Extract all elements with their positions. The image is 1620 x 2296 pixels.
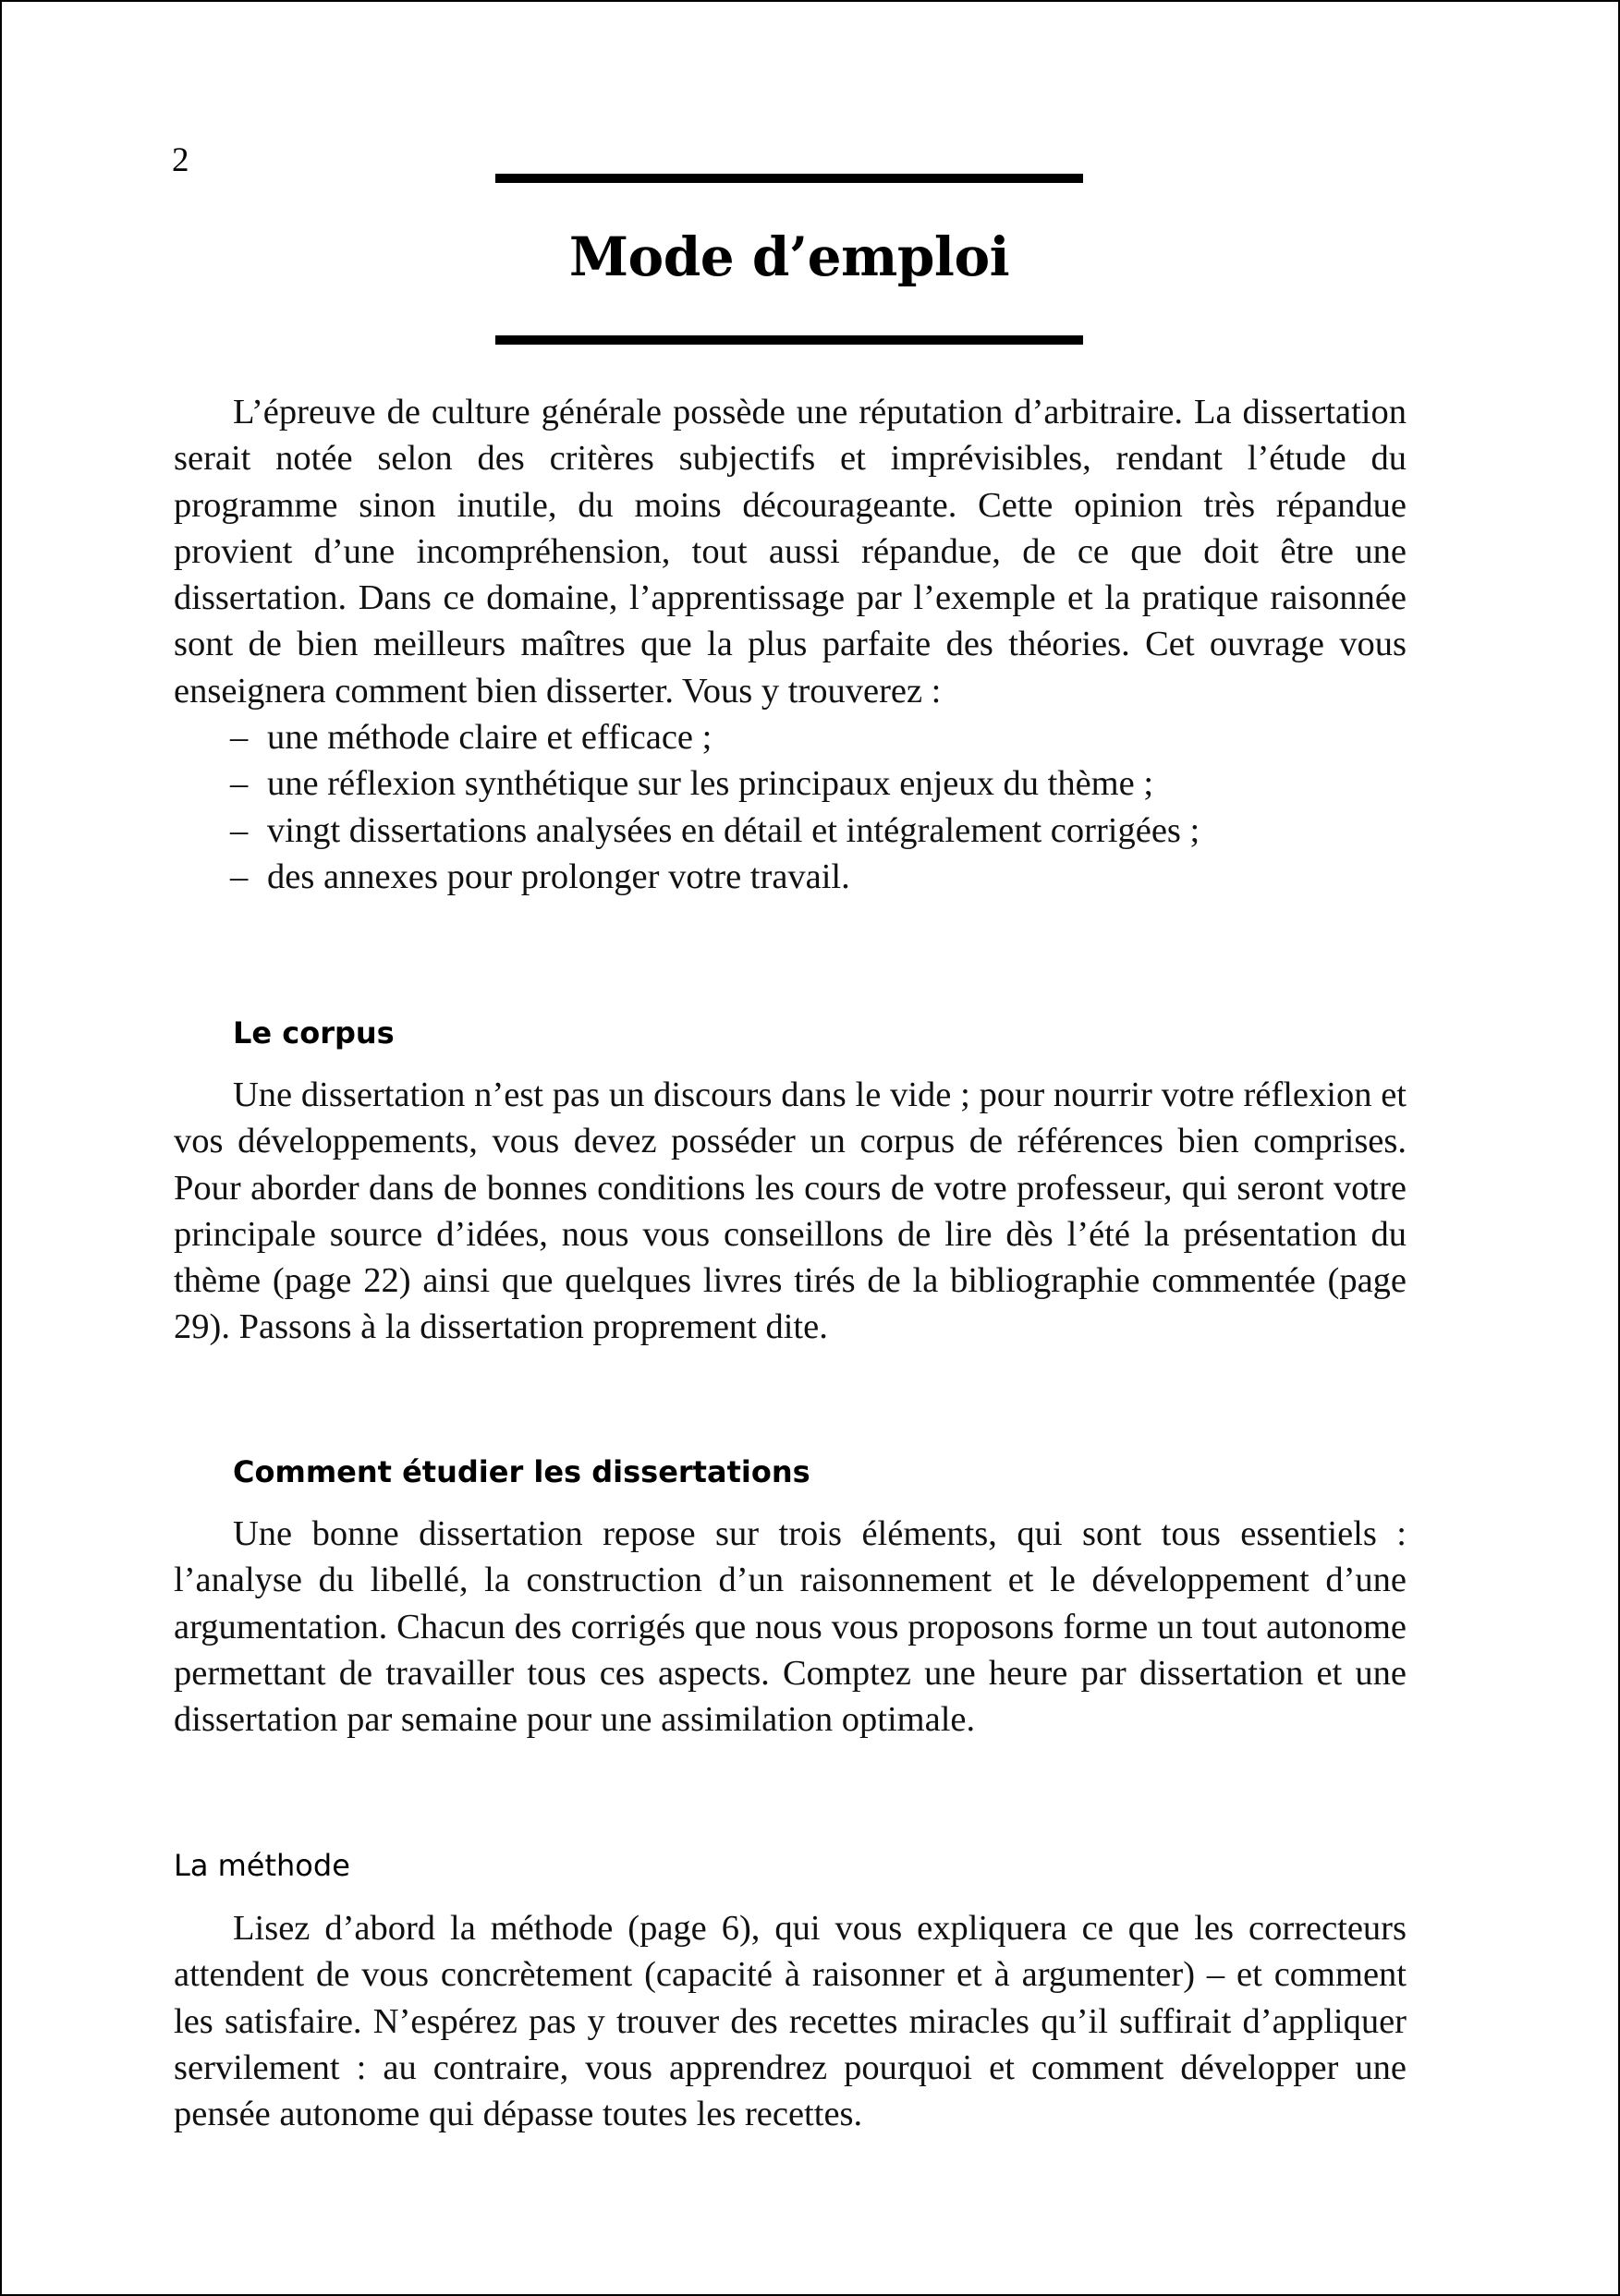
dash-bullet-icon: – (230, 856, 249, 896)
dash-bullet-icon: – (230, 764, 249, 804)
section-heading-study: Comment étudier les dissertations (233, 1454, 810, 1489)
section-corpus (174, 1072, 1407, 1351)
method-paragraph: Lisez d’abord la méthode (page 6), qui vous expliquera ce que les correcteurs attendent de vous concrètement (capacité à raisonner et à argumenter) – et comment les satisfaire. N’espérez pas y trouver des recettes miracles qu’il suffirait d’appliquer servilement : au contraire, vous apprendrez pourquoi et comment développer une pensée autonome qui dépasse toutes les recettes. (174, 1909, 1407, 2134)
section-heading-corpus: Le corpus (233, 1015, 395, 1051)
intro-paragraph: L’épreuve de culture générale possède une réputation d’arbitraire. La dissertation serait notée selon des critères subjectifs et imprévisibles, rendant l’étude du programme sinon inutile, du moins décourageante. Cette opinion très répandue provient d’une incompréhension, tout aussi répandue, de ce que doit être une dissertation. Dans ce domaine, l’apprentissage par l’exemple et la pratique raisonnée sont de bien meilleurs maîtres que la plus parfaite des théories. Cet ouvrage vous enseignera comment bien disserter. Vous y trouverez : (174, 393, 1407, 711)
study-paragraph: Une bonne dissertation repose sur trois éléments, qui sont tous essentiels : l’analyse du libellé, la construction d’un raisonnement et le développement d’une argumentation. Chacun des corrigés que nous vous proposons forme un tout autonome permettant de travailler tous ces aspects. Comptez une heure par dissertation et une dissertation par semaine pour une assimilation optimale. (174, 1514, 1407, 1740)
page-title: Mode d’emploi (568, 225, 1010, 288)
list-item: – des annexes pour prolonger votre travail. (174, 854, 1407, 900)
title-rule-top (495, 174, 1083, 183)
dash-bullet-icon: – (230, 810, 249, 850)
list-item: – une réflexion synthétique sur les principaux enjeux du thème ; (174, 760, 1407, 807)
intro-section (174, 389, 1407, 900)
page-number: 2 (172, 141, 189, 179)
corpus-paragraph: Une dissertation n’est pas un discours dans le vide ; pour nourrir votre réflexion et vos développements, vous devez posséder un corpus de références bien comprises. Pour aborder dans de bonnes conditions les cours de votre professeur, qui seront votre principale source d’idées, nous vous conseillons de lire dès l’été la présentation du thème (page 22) ainsi que quelques livres tirés de la bibliographie commentée (page 29). Passons à la dissertation proprement dite. (174, 1075, 1407, 1347)
section-method (174, 1905, 1407, 2137)
dash-bullet-icon: – (230, 718, 249, 758)
feature-list (174, 714, 1407, 900)
list-item: – vingt dissertations analysées en détail et intégralement corrigées ; (174, 808, 1407, 854)
title-rule-bottom (495, 335, 1083, 345)
section-study (174, 1511, 1407, 1743)
subsection-heading-method: La méthode (174, 1848, 350, 1883)
list-item: – une méthode claire et efficace ; (174, 714, 1407, 760)
